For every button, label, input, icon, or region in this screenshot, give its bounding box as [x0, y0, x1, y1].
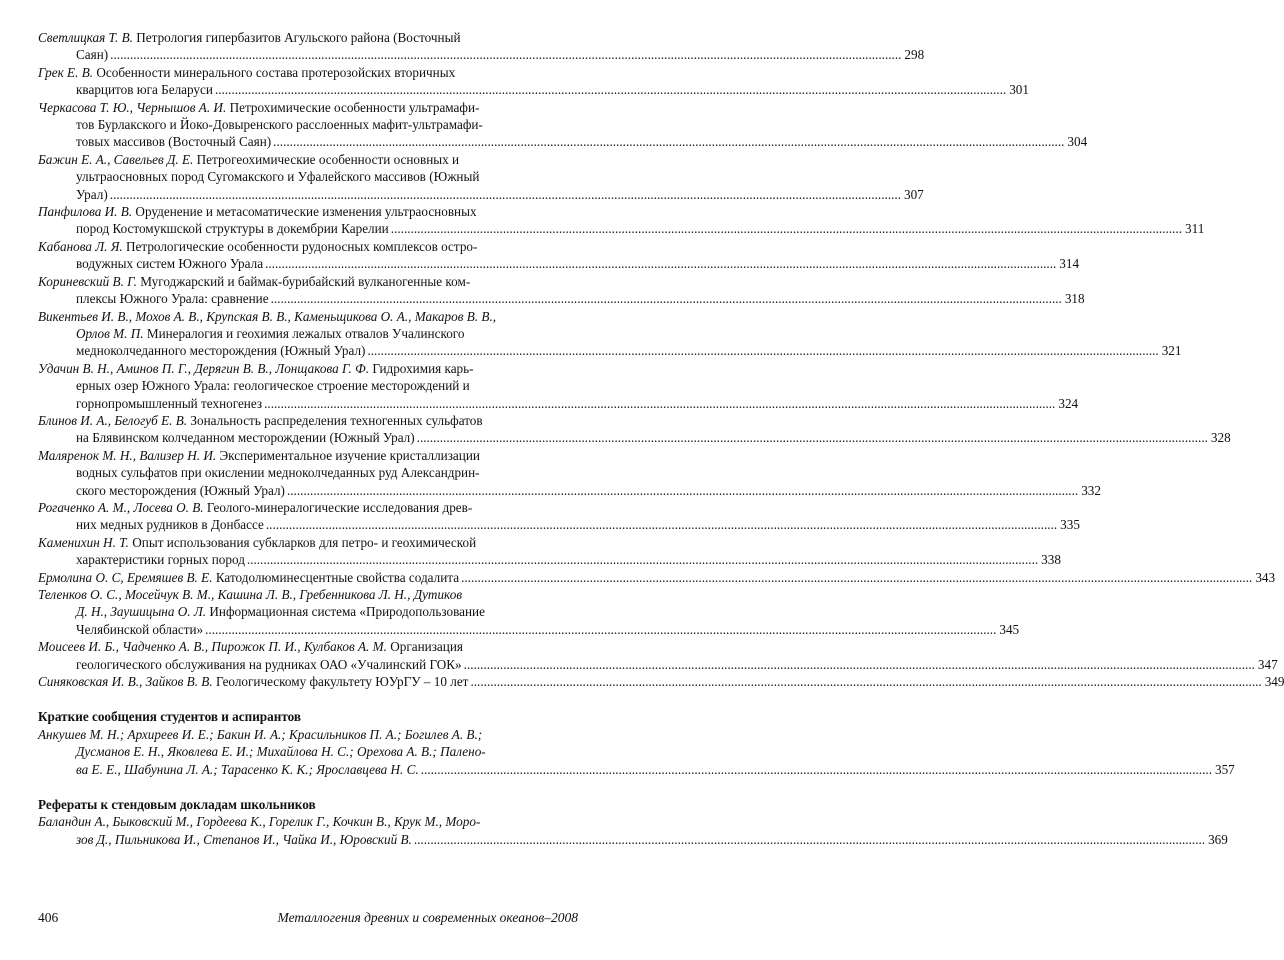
toc-entry: [38, 308, 1182, 360]
toc-line: [38, 81, 1029, 98]
toc-page-number: 301: [1009, 82, 1029, 98]
toc-text: Блинов И. А., Белогуб Е. В. Зональность распределения техногенных сульфатов: [38, 412, 483, 428]
toc-entry: [38, 499, 1080, 534]
leader-dots: [205, 622, 996, 637]
page-number: 406: [38, 910, 59, 925]
toc-text: Орлов М. П. Минералогия и геохимия лежалых отвалов Учалинского: [76, 325, 465, 341]
toc-entry: [38, 203, 1205, 238]
toc-entry: [38, 273, 1085, 308]
leader-dots: [391, 221, 1182, 236]
toc-page-number: 343: [1255, 569, 1276, 585]
leader-dots: [265, 256, 1056, 271]
toc-text: ерных озер Южного Урала: геологическое строение месторождений и: [76, 378, 470, 394]
toc-line: [38, 673, 1284, 690]
section-heading: Краткие сообщения студентов и аспирантов: [38, 709, 302, 725]
toc-line: [38, 395, 1079, 412]
toc-page-number: 357: [1214, 761, 1235, 777]
toc-text: Кабанова Л. Я. Петрологические особенности рудоносных комплексов остро-: [38, 238, 478, 254]
toc-text: Черкасова Т. Ю., Чернышов А. И. Петрохимические особенности ультрамафи-: [38, 99, 480, 115]
toc-authors: Рогаченко А. М., Лосева О. В.: [38, 499, 204, 515]
toc-authors: зов Д., Пильникова И., Степанов И., Чайка И., Юровский В.: [76, 831, 412, 847]
toc-text: тов Бурлакского и Йоко-Довыренского расслоенных мафит-ультрамафи-: [76, 117, 483, 133]
toc-text: [38, 587, 462, 602]
toc-text: Д. Н., Заушицына О. Л. Информационная система «Природопользование: [76, 604, 485, 620]
toc-text: Кориневский В. Г. Мугоджарский и баймак-бурибайский вулканогенные ком-: [38, 273, 471, 289]
leader-dots: [367, 343, 1158, 358]
toc-entry: [38, 569, 1276, 586]
toc-authors: Баландин А., Быковский М., Гордеева К., Горелик Г., Кочкин В., Крук М., Моро-: [38, 814, 481, 830]
toc-line: [38, 308, 578, 325]
leader-dots: [464, 657, 1255, 672]
toc-line: [38, 412, 578, 429]
toc-line: [38, 726, 578, 743]
toc-authors: Бажин Е. А., Савельев Д. Е.: [38, 151, 194, 167]
leader-dots: [266, 517, 1057, 532]
toc-page-number: 318: [1064, 291, 1085, 307]
toc-authors: Кориневский В. Г.: [38, 273, 137, 289]
toc-page-number: 332: [1081, 482, 1101, 498]
toc-page-number: 307: [903, 186, 924, 202]
toc-authors: Блинов И. А., Белогуб Е. В.: [38, 412, 188, 428]
leader-dots: [110, 47, 901, 62]
toc-authors: Маляренок М. Н., Вализер Н. И.: [38, 447, 217, 463]
toc-entry: [38, 586, 1020, 638]
toc-line: [38, 534, 578, 551]
toc-text: Рогаченко А. М., Лосева О. В. Геолого-минералогические исследования древ-: [38, 499, 473, 515]
toc-line: [38, 638, 578, 655]
leader-dots: [110, 187, 901, 202]
toc-text: товых массивов (Восточный Саян): [76, 134, 272, 150]
toc-entry: [38, 673, 1284, 690]
toc-line: [38, 621, 1020, 638]
toc-entry: [38, 412, 1231, 447]
toc-entry: [38, 29, 925, 64]
leader-dots: [215, 82, 1006, 97]
toc-text: Моисеев И. Б., Чадченко А. В., Пирожок П. И., Кулбаков А. М. Организация: [38, 639, 463, 655]
toc-entry: [38, 447, 1101, 499]
leader-dots: [264, 396, 1055, 411]
toc-line: [38, 377, 578, 394]
toc-authors: Светлицкая Т. В.: [38, 30, 133, 45]
toc-authors: Дусманов Е. Н., Яковлева Е. И.; Михайлова Н. С.; Орехова А. В.; Палено-: [76, 744, 486, 760]
toc-line: [38, 603, 578, 620]
toc: [38, 29, 1284, 848]
toc-line: [38, 551, 1061, 568]
toc-entry: [38, 238, 1080, 273]
toc-line: [38, 482, 1101, 499]
toc-line: [38, 360, 578, 377]
toc-text: пород Костомукшской структуры в докембрии Карелии: [76, 221, 389, 237]
toc-authors: Орлов М. П.: [76, 325, 144, 341]
toc-page-number: 335: [1060, 517, 1080, 533]
toc-entry: [38, 638, 1278, 673]
toc-text: Маляренок М. Н., Вализер Н. И. Экспериментальное изучение кристаллизации: [38, 447, 480, 463]
toc-text: водных сульфатов при окислении медноколчеданных руд Александрин-: [76, 465, 480, 481]
toc-text: характеристики горных пород: [76, 552, 245, 568]
toc-entry: [38, 813, 1228, 848]
toc-text: геологического обслуживания на рудниках ОАО «Учалинский ГОК»: [76, 656, 462, 672]
toc-entry: [38, 151, 924, 203]
toc-page-number: 314: [1059, 256, 1080, 272]
toc-line: [38, 29, 578, 46]
toc-line: [38, 290, 1085, 307]
leader-dots: [414, 832, 1205, 847]
toc-line: [38, 569, 1276, 586]
toc-page-number: 338: [1041, 552, 1061, 568]
page-footer: [38, 910, 578, 926]
toc-text: Челябинской области»: [76, 621, 204, 637]
toc-authors: Викентьев И. В., Мохов А. В., Крупская В. В., Каменьщикова О. А., Макаров В. В.,: [38, 308, 497, 324]
toc-line: [38, 831, 1228, 848]
toc-page-number: 311: [1185, 221, 1205, 237]
toc-line: [38, 151, 578, 168]
toc-entry: [38, 534, 1061, 569]
toc-line: [38, 220, 1205, 237]
toc-line: [38, 813, 578, 830]
toc-authors: Синяковская И. В., Зайков В. В.: [38, 674, 213, 690]
leader-dots: [271, 291, 1062, 306]
toc-text: ультраосновных пород Сугомакского и Уфалейского массивов (Южный: [76, 169, 480, 185]
toc-page-number: 298: [904, 47, 925, 63]
toc-line: [38, 255, 1080, 272]
toc-page-number: 345: [999, 621, 1020, 637]
toc-page-number: 347: [1257, 656, 1278, 672]
toc-entry: [38, 360, 1079, 412]
toc-text: ского месторождения (Южный Урал): [76, 482, 285, 498]
leader-dots: [461, 570, 1252, 585]
toc-text: Грек Е. В. Особенности минерального состава протерозойских вторичных: [38, 64, 456, 80]
toc-page-number: 369: [1208, 831, 1228, 847]
toc-page-number: 349: [1264, 674, 1284, 690]
toc-line: [38, 46, 925, 63]
leader-dots: [287, 483, 1078, 498]
toc-authors: Черкасова Т. Ю., Чернышов А. И.: [38, 99, 227, 115]
toc-text: кварцитов юга Беларуси: [76, 82, 213, 98]
toc-text: на Блявинском колчеданном месторождении (Южный Урал): [76, 430, 415, 446]
toc-authors: Теленков О. С., Мосейчук В. М., Кашина Л. В., Гребенникова Л. Н., Дутиков: [38, 587, 463, 602]
toc-authors: Д. Н., Заушицына О. Л.: [76, 604, 207, 620]
leader-dots: [417, 430, 1208, 445]
toc-line: [38, 499, 578, 516]
toc-authors: ва Е. Е., Шабунина Л. А.; Тарасенко К. К.; Ярославцева Н. С.: [76, 761, 419, 777]
toc-line: [38, 273, 578, 290]
toc-text: Ермолина О. С, Еремяшев В. Е. Катодолюминесцентные свойства содалита: [38, 569, 460, 585]
toc-line: [38, 586, 578, 603]
toc-authors: Каменихин Н. Т.: [38, 534, 129, 550]
toc-line: [38, 64, 578, 81]
leader-dots: [247, 552, 1038, 567]
toc-line: [38, 464, 578, 481]
toc-text: Светлицкая Т. В. Петрология гипербазитов Агульского района (Восточный: [38, 30, 461, 45]
toc-entry: [38, 64, 1029, 99]
toc-authors: Грек Е. В.: [38, 64, 94, 80]
toc-text: плексы Южного Урала: сравнение: [76, 291, 269, 307]
toc-line: [38, 342, 1182, 359]
toc-authors: Ермолина О. С, Еремяшев В. Е.: [38, 569, 213, 585]
toc-line: [38, 656, 1278, 673]
toc-line: [38, 168, 578, 185]
toc-authors: Удачин В. Н., Аминов П. Г., Дерягин В. В., Лонщакова Г. Ф.: [38, 360, 370, 376]
toc-line: [38, 516, 1080, 533]
toc-authors: Анкушев М. Н.; Архиреев И. Е.; Бакин И. А.; Красильников П. А.; Богилев А. В.;: [38, 726, 483, 742]
toc-text: Саян): [76, 47, 109, 63]
toc-authors: Кабанова Л. Я.: [38, 238, 123, 254]
toc-text: горнопромышленный техногенез: [76, 395, 263, 411]
toc-line: [38, 133, 1088, 150]
toc-entry: [38, 726, 1235, 778]
section-heading: Рефераты к стендовым докладам школьников: [38, 797, 316, 813]
toc-page-number: 304: [1067, 134, 1088, 150]
toc-text: Бажин Е. А., Савельев Д. Е. Петрогеохимические особенности основных и: [38, 151, 460, 167]
toc-line: [38, 116, 578, 133]
toc-text: водужных систем Южного Урала: [76, 256, 264, 272]
toc-line: [38, 203, 578, 220]
toc-text: [38, 309, 496, 324]
leader-dots: [421, 762, 1212, 777]
toc-text: Урал): [76, 186, 108, 202]
toc-page-number: 328: [1210, 430, 1231, 446]
toc-entry: [38, 99, 1088, 151]
journal-title: Металлогения древних и современных океанов–2008: [277, 910, 578, 925]
toc-line: [38, 429, 1231, 446]
toc-line: [38, 447, 578, 464]
toc-text: них медных рудников в Донбассе: [76, 517, 264, 533]
toc-line: [38, 99, 578, 116]
leader-dots: [273, 134, 1064, 149]
toc-authors: Моисеев И. Б., Чадченко А. В., Пирожок П. И., Кулбаков А. М.: [38, 639, 387, 655]
toc-line: [38, 325, 578, 342]
toc-line: [38, 743, 578, 760]
toc-page-number: 324: [1058, 395, 1079, 411]
toc-text: Синяковская И. В., Зайков В. В. Геологическому факультету ЮУрГУ – 10 лет: [38, 674, 469, 690]
toc-text: Панфилова И. В. Оруденение и метасоматические изменения ультраосновных: [38, 204, 477, 220]
leader-dots: [470, 674, 1261, 689]
toc-page-number: 321: [1161, 343, 1182, 359]
toc-text: Удачин В. Н., Аминов П. Г., Дерягин В. В., Лонщакова Г. Ф. Гидрохимия карь-: [38, 360, 474, 376]
toc-line: [38, 238, 578, 255]
toc-authors: Панфилова И. В.: [38, 204, 133, 220]
toc-text: медноколчеданного месторождения (Южный Урал): [76, 343, 366, 359]
toc-line: [38, 186, 924, 203]
toc-text: Каменихин Н. Т. Опыт использования субкларков для петро- и геохимической: [38, 534, 477, 550]
toc-line: [38, 761, 1235, 778]
